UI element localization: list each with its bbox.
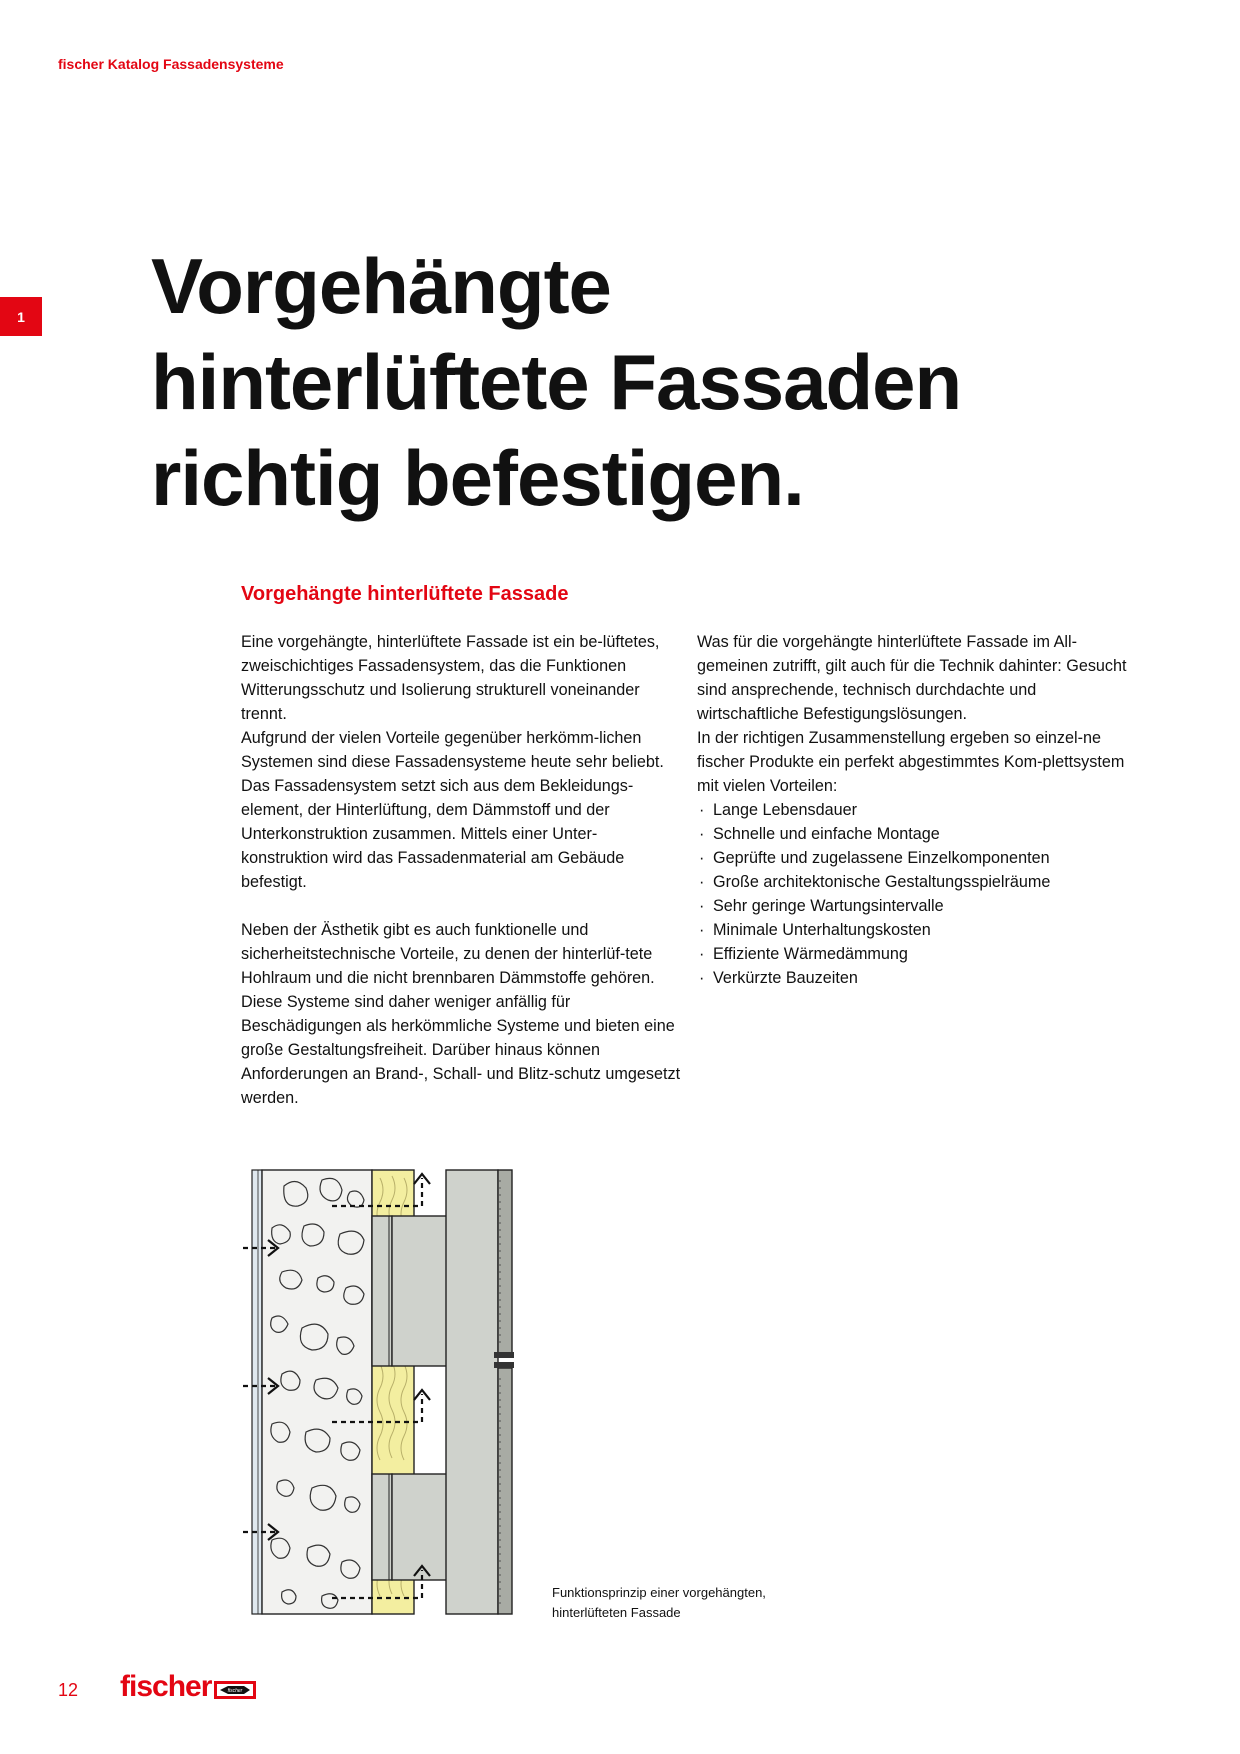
section-subhead: Vorgehängte hinterlüftete Fassade (241, 583, 569, 605)
fischer-logo[interactable] (120, 1670, 256, 1704)
paragraph: Eine vorgehängte, hinterlüftete Fassade ist ein be-lüftetes, zweischichtiges Fassadensystem, das die Funktionen Witterungsschutz und Isolierung strukturell voneinander trennt. (241, 633, 660, 723)
catalog-header: fischer Katalog Fassadensysteme (58, 56, 284, 72)
right-text-column (697, 630, 1137, 990)
paragraph: Aufgrund der vielen Vorteile gegenüber herkömm-lichen Systemen sind diese Fassadensysteme heute sehr beliebt. (241, 729, 664, 771)
svg-text:fischer: fischer (228, 1688, 243, 1694)
title-line-2: hinterlüftete Fassaden (151, 338, 962, 426)
list-item: · Sehr geringe Wartungsintervalle (697, 894, 1137, 918)
caption-line-2: hinterlüfteten Fassade (552, 1605, 681, 1620)
masonry-wall (262, 1170, 372, 1614)
list-item: · Lange Lebensdauer (697, 798, 1137, 822)
page-number: 12 (58, 1680, 79, 1700)
title-line-3: richtig befestigen. (151, 434, 804, 522)
list-item: · Geprüfte und zugelassene Einzelkomponenten (697, 846, 1137, 870)
left-text-column (241, 630, 681, 1110)
paragraph: Das Fassadensystem setzt sich aus dem Bekleidungs-element, der Hinterlüftung, dem Dämmstoff und der Unterkonstruktion zusammen. Mittels einer Unter-konstruktion wird das Fassadenmaterial am Gebäude befestigt. (241, 777, 634, 891)
paragraph: Neben der Ästhetik gibt es auch funktionelle und sicherheitstechnische Vorteile, zu denen der hinterlüf-tete Hohlraum und die nicht brennbaren Dämmstoffe gehören. Diese Systeme sind daher weniger anfällig für Beschädigungen als herkömmliche Systeme und bieten eine große Gestaltungsfreiheit. Darüber hinaus können Anforderungen an Brand-, Schall- und Blitz-schutz umgesetzt werden. (241, 921, 681, 1107)
fish-logo-icon (214, 1681, 256, 1699)
page-title (151, 238, 961, 526)
list-item: · Schnelle und einfache Montage (697, 822, 1137, 846)
facade-cross-section-diagram (242, 1168, 542, 1618)
advantages-list (697, 798, 1137, 990)
plaster-layer (252, 1170, 262, 1614)
list-item: · Verkürzte Bauzeiten (697, 966, 1137, 990)
paragraph: Was für die vorgehängte hinterlüftete Fassade im All-gemeinen zutrifft, gilt auch für die Technik dahinter: Gesucht sind ansprechende, technisch durchdachte und wirtschaftliche Befestigungslösungen. (697, 633, 1127, 723)
vertical-profile (446, 1170, 498, 1614)
paragraph: In der richtigen Zusammenstellung ergeben so einzel-ne fischer Produkte ein perfekt abgestimmtes Kom-plettsystem mit vielen Vorteilen: (697, 729, 1125, 795)
figure-caption (552, 1583, 766, 1623)
caption-line-1: Funktionsprinzip einer vorgehängten, (552, 1585, 766, 1600)
list-item: · Minimale Unterhaltungskosten (697, 918, 1137, 942)
list-item: · Große architektonische Gestaltungsspielräume (697, 870, 1137, 894)
chapter-tab[interactable]: 1 (0, 297, 42, 336)
list-item: · Effiziente Wärmedämmung (697, 942, 1137, 966)
title-line-1: Vorgehängte (151, 242, 611, 330)
logo-wordmark: fischer (120, 1670, 212, 1703)
